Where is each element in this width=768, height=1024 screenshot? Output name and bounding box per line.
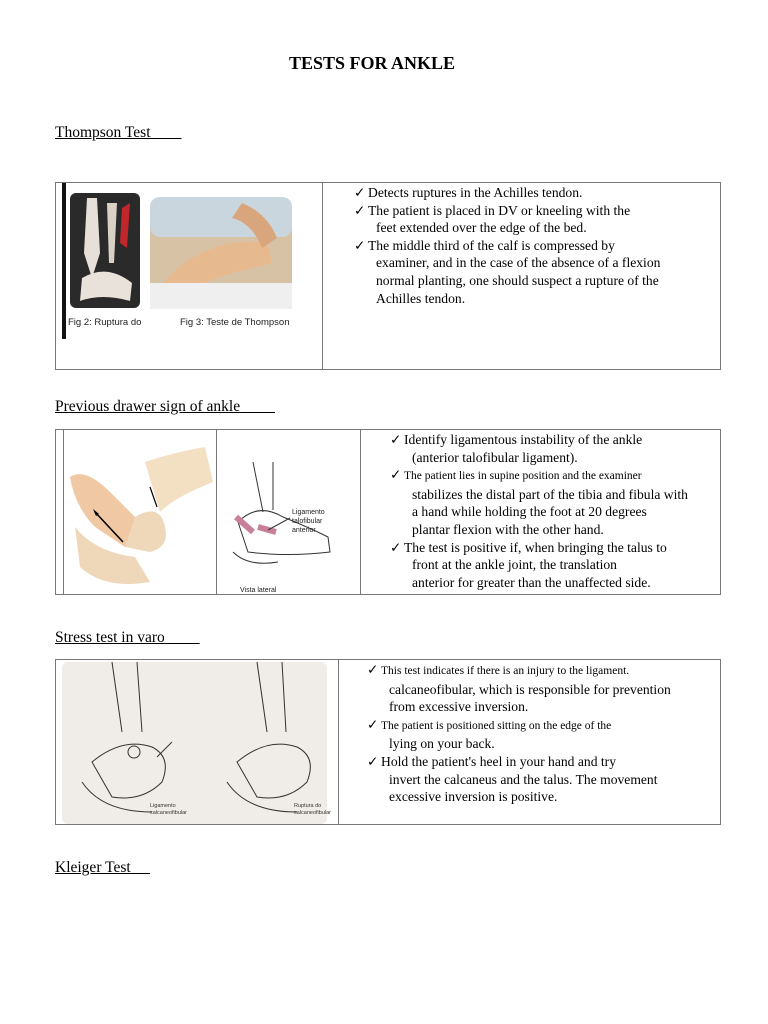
list-item: ✓ The patient lies in supine position and the examiner stabilizes the distal part of the tibia and fibula with a hand while holding the foot at 20 degrees plantar flexion with the other hand.: [390, 467, 688, 537]
svg-text:Ligamento: Ligamento: [150, 803, 176, 809]
check-mark-icon: ✓: [354, 185, 366, 200]
varus-text: [367, 661, 717, 806]
list-item: ✓ This test indicates if there is an injury to the ligament. calcaneofibular, which is responsible for prevention from excessive inversion.: [367, 662, 671, 715]
svg-text:calcaneofibular: calcaneofibular: [150, 810, 187, 816]
check-mark-icon: ✓: [354, 202, 366, 218]
drawer-text: [390, 431, 720, 591]
drawer-test-table: [55, 429, 721, 595]
fig3-caption: Fig 3: Teste de Thompson: [180, 317, 290, 328]
check-mark-icon: ✓: [367, 716, 379, 732]
thompson-text: [354, 184, 714, 307]
check-mark-icon: ✓: [390, 467, 402, 483]
svg-text:Ligamento: Ligamento: [292, 509, 325, 516]
page-title: TESTS FOR ANKLE: [288, 53, 456, 73]
section-heading-thompson: [55, 124, 182, 142]
list-item: ✓ The middle third of the calf is compressed by examiner, and in the case of the absence of a flexion normal planting, one should suspect a rupture of the Achilles tendon.: [354, 237, 661, 306]
svg-text:Vista lateral: Vista lateral: [240, 587, 277, 594]
fig2-caption-line1: Fig 2: Ruptura do: [68, 317, 142, 328]
check-mark-icon: ✓: [390, 432, 402, 447]
list-item: ✓ The patient is placed in DV or kneeling with the feet extended over the edge of the bed.: [354, 202, 631, 236]
section-heading-varus: Stress test in varo: [55, 629, 165, 646]
section-heading-drawer: Previous drawer sign of ankle: [55, 398, 241, 415]
check-mark-icon: ✓: [367, 662, 379, 677]
thompson-figure: [62, 183, 298, 339]
list-item: ✓ Identify ligamentous instability of the ankle (anterior talofibular ligament).: [390, 432, 643, 465]
list-item: ✓ Hold the patient's heel in your hand and try invert the calcaneus and the talus. The movement excessive inversion is positive.: [367, 753, 658, 805]
svg-text:Ruptura do: Ruptura do: [294, 803, 322, 809]
check-mark-icon: ✓: [390, 539, 402, 555]
varus-diagram: [62, 662, 331, 824]
check-mark-icon: ✓: [354, 237, 366, 253]
heading-text: Thompson Test: [55, 124, 151, 141]
list-item: ✓ The patient is positioned sitting on the edge of the lying on your back.: [367, 716, 612, 752]
svg-text:calcaneofibular: calcaneofibular: [294, 810, 331, 816]
svg-text:talofibular: talofibular: [292, 518, 323, 525]
svg-text:anterior: anterior: [292, 527, 316, 534]
list-item: ✓ Detects ruptures in the Achilles tendon.: [354, 185, 583, 200]
drawer-photo: [65, 432, 215, 594]
list-item: ✓ The test is positive if, when bringing the talus to front at the ankle joint, the translation anterior for greater than the unaffected side.: [390, 539, 667, 590]
check-mark-icon: ✓: [367, 753, 379, 769]
section-heading-kleiger: Kleiger Test: [55, 859, 131, 876]
thompson-test-table: [55, 182, 721, 370]
varus-test-table: [55, 659, 721, 825]
drawer-diagram: [218, 432, 358, 594]
